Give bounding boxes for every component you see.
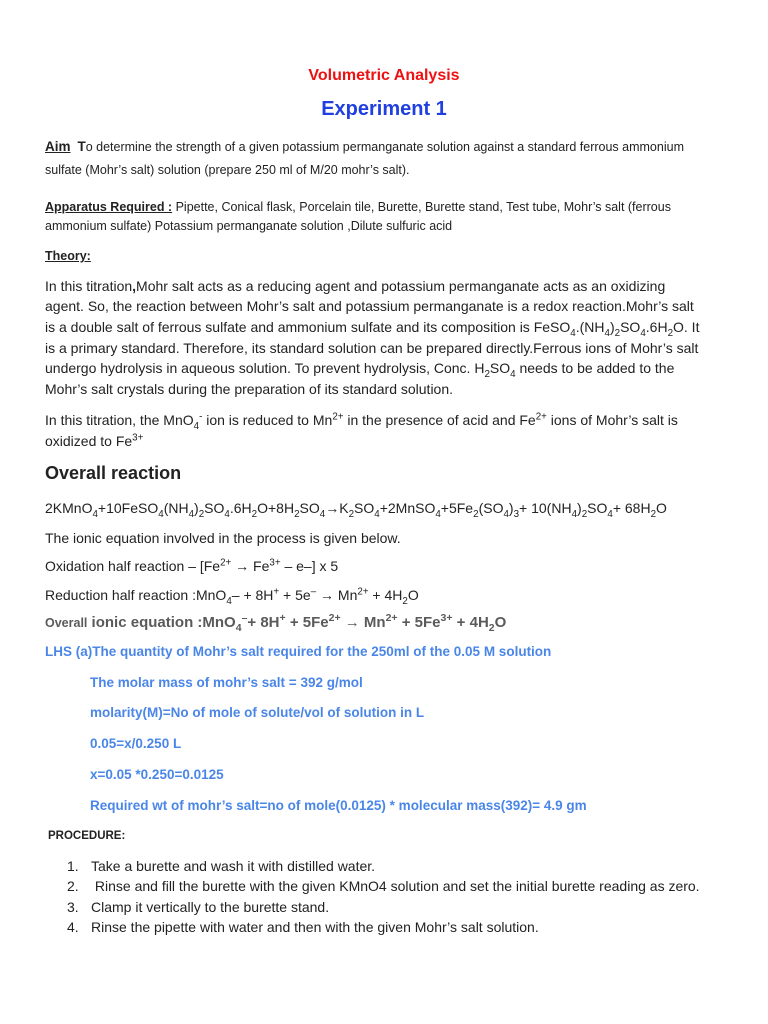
theory-text: needs to be added to the [515,360,675,376]
overall-reaction-heading: Overall reaction [45,463,182,483]
theory-line-5: undergo hydrolysis in aqueous solution. To prevent hydrolysis, Conc. $H_2SO_4$ needs to be added to the [45,360,675,380]
experiment-title: Experiment 1 [321,98,447,120]
procedure-step-text: Clamp it vertically to the burette stand. [91,899,330,915]
theory-text: In this titration, the MnO [45,412,194,428]
aim-line-1 [45,137,684,157]
theory-text: SO [620,319,641,335]
apparatus-label: Apparatus Required : [45,200,173,214]
procedure-step-text: Rinse and fill the burette with the given KMnO4 solution and set the initial burette reading as zero. [91,878,700,894]
procedure-step-text: Take a burette and wash it with distilled water. [91,858,376,874]
apparatus-line-1 [45,198,671,217]
lhs-line-x: x=0.05 *0.250=0.0125 [90,767,224,782]
overall-prefix: Overall [45,616,88,630]
theory-line-4: is a primary standard. Therefore, its standard solution can be prepared directly.Ferrous ions of Mohr’s salt [45,340,699,356]
theory-text: In this titration [45,278,133,294]
theory-text: ions of Mohr’s salt is [546,412,678,428]
overall-equation: $2KMnO_4+10FeSO_4(NH_4)_2SO_4.6H_2O+8H_2SO_4\to K_2SO_4+2MnSO_4+5Fe_2(SO_4)_3+ 10(NH_4)_2SO_4+ 68H_2O$ [45,500,667,520]
lhs-line-molarity: molarity(M)=No of mole of solute/vol of solution in L [90,705,425,720]
theory-text: in the presence of acid and Fe [343,412,536,428]
theory-p2-line-1: In this titration, the MnO$_4$- ion is reduced to $Mn^{2+}$ in the presence of acid and $Fe^{2+}$ ions of Mohr’s salt is [45,411,678,432]
theory-text: (NH [579,319,605,335]
theory-text: Mohr salt acts as a reducing agent and potassium permanganate acts as an oxidizing [136,278,666,294]
overall-ionic-equation: Overall ionic equation :MnO$_4$–+ $8H^+ + 5Fe^{2+} \to Mn^{2+} + 5Fe^{3+} + 4H_2O$ [45,612,507,634]
document-title: Volumetric Analysis [308,67,460,84]
theory-line-2: agent. So, the reaction between Mohr’s salt and potassium permanganate is a redox reaction.Mohr’s salt [45,298,694,314]
reduction-half-reaction: Reduction half reaction :MnO$_4$– + $8H^+ + 5e^- \to Mn^{2+} + 4H_2O$ [45,586,419,607]
oxidation-half-reaction: Oxidation half reaction – $[Fe^{2+} \to Fe^{3+} - e-]$ x 5 [45,557,339,574]
theory-text: 6H [649,319,668,335]
procedure-step: 1. Take a burette and wash it with distilled water. [67,858,376,874]
theory-line-3: is a double salt of ferrous sulfate and ammonium sulfate and its composition is $FeSO_4.(NH_4)_2SO_4.6H_2O$. It [45,319,700,339]
aim-first-letter: T [77,139,86,154]
procedure-step-text: Rinse the pipette with water and then with the given Mohr’s salt solution. [91,919,539,935]
theory-label: Theory: [45,249,91,263]
procedure-step: 4. Rinse the pipette with water and then with the given Mohr’s salt solution. [67,919,539,935]
lhs-line-weight: Required wt of mohr’s salt=no of mole(0.0125) * molecular mass(392)= 4.9 gm [90,798,587,813]
theory-p2-line-2: oxidized to $Fe^{3+}$ [45,432,144,449]
procedure-label: PROCEDURE: [48,830,126,842]
apparatus-text-1: Pipette, Conical flask, Porcelain tile, Burette, Burette stand, Test tube, Mohr’s salt (ferrous [172,200,671,214]
theory-text: O. It [673,319,700,335]
procedure-step: 3. Clamp it vertically to the burette stand. [67,899,330,915]
lhs-line-molar-mass: The molar mass of mohr’s salt = 392 g/mol [90,675,363,690]
apparatus-line-2: ammonium sulfate) Potassium permanganate solution ,Dilute sulfuric acid [45,219,453,233]
theory-text: oxidized to Fe [45,433,133,449]
theory-text: is a double salt of ferrous sulfate and ammonium sulfate and its composition is FeSO [45,319,571,335]
aim-label: Aim [45,139,71,154]
lhs-line-equation: 0.05=x/0.250 L [90,736,182,751]
lhs-heading: LHS (a)The quantity of Mohr’s salt required for the 250ml of the 0.05 M solution [45,644,552,659]
aim-text-1: o determine the strength of a given potassium permanganate solution against a standard ferrous ammonium [85,140,684,154]
theory-text: SO [489,360,511,376]
ionic-intro: The ionic equation involved in the process is given below. [45,530,401,546]
procedure-step: 2. Rinse and fill the burette with the given KMnO4 solution and set the initial burette reading as zero. [67,878,700,894]
theory-line-1: In this titration,Mohr salt acts as a reducing agent and potassium permanganate acts as an oxidizing [45,278,666,294]
aim-line-2: sulfate (Mohr’s salt) solution (prepare 250 ml of M/20 mohr’s salt). [45,163,410,177]
theory-line-6: Mohr’s salt crystals during the preparation of its standard solution. [45,381,454,397]
theory-text: ion is reduced to Mn [202,412,333,428]
theory-text: undergo hydrolysis in aqueous solution. To prevent hydrolysis, Conc. H [45,360,485,376]
